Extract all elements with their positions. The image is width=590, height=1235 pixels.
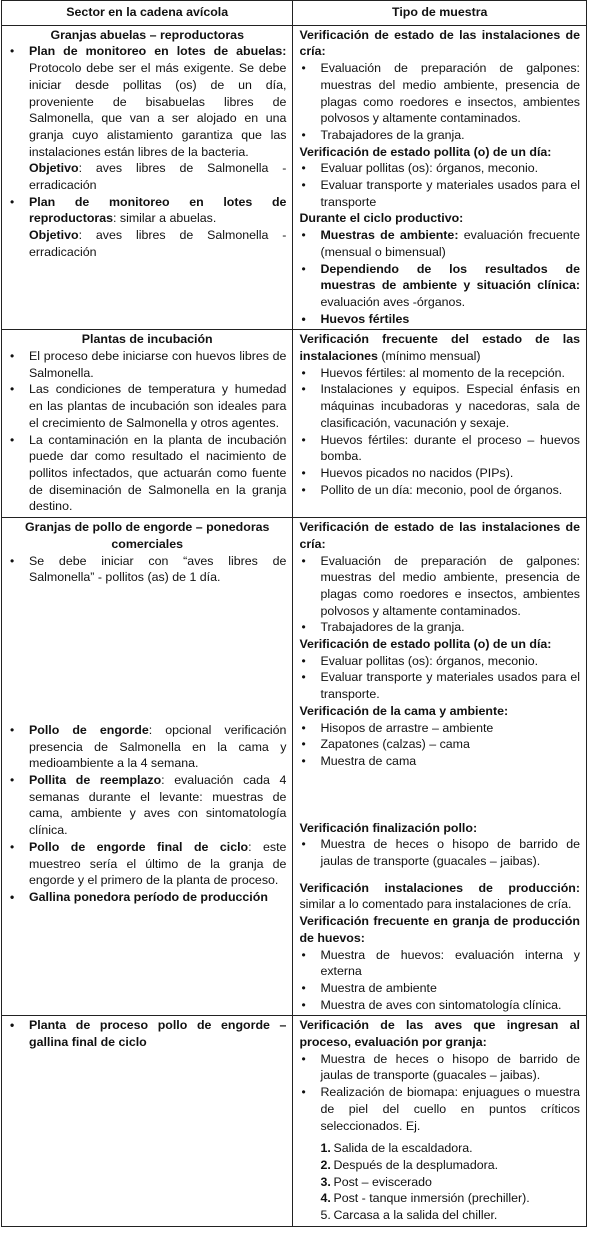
list-item: • Realización de biomapa: enjuagues o muestra de piel del cuello en puntos críticos seleccionados. Ej. [299,1084,580,1134]
section-heading: Verificación de las aves que ingresan al proceso, evaluación por granja: [299,1018,580,1050]
list-item: • Evaluación de preparación de galpones: muestras del medio ambiente, presencia de plagas como roedores e insectos, ambientes polvosos y altamente contaminados. [299,553,580,620]
column-header-sector: Sector en la cadena avícola [2,1,293,26]
sector-list [8,1017,286,1050]
section-heading: Verificación de estado de las instalaciones de cría: [299,27,580,59]
list-item: • Muestra de ambiente [299,980,580,997]
list-item: • La contaminación en la planta de incubación puede dar como resultado el nacimiento de pollitos infectados, que actuarán como fuente de diseminación de Salmonella en la granja destino. [8,432,286,516]
list-item: • Pollita de reemplazo: evaluación cada 4 semanas durante el levante: muestras de cama, ambiente y aves con sintomatología clínica. [8,772,286,839]
list-item: • Muestra de heces o hisopo de barrido de jaulas de transporte (guacales – jaibas). [299,836,580,869]
numbered-item: 1. Salida de la escaldadora. [320,1141,473,1156]
section-heading: Verificación de estado pollita (o) de un día: [299,637,552,652]
list-item: • Pollo de engorde: opcional verificación presencia de Salmonella en la cama y medioambiente a la 4 semana. [8,722,286,772]
section-heading: Durante el ciclo productivo: [299,211,464,226]
sample-type-cell [293,518,587,1016]
section-heading: Verificación instalaciones de producción: similar a lo comentado para instalaciones de cría. [299,880,580,912]
sample-list [299,836,580,869]
spacer [8,586,286,722]
sector-cell [2,330,293,518]
sample-list [299,1051,580,1135]
sample-type-cell [293,330,587,518]
numbered-item: 2. Después de la desplumadora. [320,1158,499,1172]
sector-cell [2,25,293,330]
sample-list [299,227,580,327]
list-item: • Evaluación de preparación de galpones: muestras del medio ambiente, presencia de plagas como roedores e insectos, ambientes polvosos y altamente contaminados. [299,60,580,127]
list-item: • Muestra de aves con sintomatología clínica. [299,997,580,1014]
section-heading: Verificación de la cama y ambiente: [299,703,509,718]
numbered-list [299,1140,580,1224]
list-item: • Huevos picados no nacidos (PIPs). [299,465,580,482]
sector-title: Granjas abuelas – reproductoras [50,27,244,42]
list-item: • Huevos fértiles [299,311,580,328]
list-item: • Las condiciones de temperatura y humedad en las plantas de incubación son ideales para el crecimiento de Salmonella y otros agentes. [8,381,286,431]
objective-text: Objetivo: aves libres de Salmonella - erradicación [29,228,287,259]
sample-list [299,60,580,144]
list-item: • Huevos fértiles: al momento de la recepción. [299,365,580,382]
list-item: • Se debe iniciar con “aves libres de Salmonella” - pollitos (as) de 1 día. [8,553,286,586]
list-item: • Evaluar pollitas (os): órganos, meconio. [299,653,580,670]
sample-list [299,553,580,637]
spacer [299,870,580,880]
table-row [2,25,587,330]
sample-list [299,653,580,703]
numbered-item: 4. Post - tanque inmersión (prechiller). [320,1191,530,1206]
section-heading: Verificación de estado de las instalaciones de cría: [299,520,580,551]
objective-text: Objetivo: aves libres de Salmonella - erradicación [29,161,287,193]
section-heading: Verificación frecuente del estado de las instalaciones (mínimo mensual) [299,332,580,364]
sector-list [8,43,286,160]
column-header-sample-type: Tipo de muestra [293,1,587,26]
sample-list [299,160,580,210]
sector-list [8,194,286,227]
list-item: • Gallina ponedora período de producción [8,889,286,906]
list-item: • Dependiendo de los resultados de muestras de ambiente y situación clínica: evaluación aves -órganos. [299,261,580,311]
sector-cell [2,1016,293,1226]
list-item: • Pollito de un día: meconio, pool de órganos. [299,482,580,499]
sector-cell [2,518,293,1016]
list-item: • El proceso debe iniciarse con huevos libres de Salmonella. [8,348,286,381]
list-item: • Trabajadores de la granja. [299,619,580,636]
sector-title: Plantas de incubación [81,332,213,347]
section-heading: Verificación de estado pollita (o) de un día: [299,144,552,159]
sample-list [299,947,580,1014]
sector-list [8,722,286,906]
sample-type-cell [293,1016,587,1226]
list-item: • Zapatones (calzas) – cama [299,736,580,753]
sample-type-cell [293,25,587,330]
sample-list [299,365,580,499]
sampling-table [1,0,587,1227]
list-item: • Trabajadores de la granja. [299,127,580,144]
sector-list [8,348,286,515]
sector-title: Granjas de pollo de engorde – ponedoras comerciales [25,520,270,551]
list-item: • Muestra de cama [299,753,580,770]
numbered-item: 5. Carcasa a la salida del chiller. [320,1208,498,1223]
sample-list [299,720,580,770]
list-item: • Instalaciones y equipos. Especial énfasis en máquinas incubadoras y nacedoras, sala de clasificación, vacunación y sexaje. [299,381,580,431]
section-heading: Verificación finalización pollo: [299,820,478,835]
list-item: • Planta de proceso pollo de engorde – gallina final de ciclo [8,1017,286,1050]
list-item: • Huevos fértiles: durante el proceso – huevos bomba. [299,432,580,465]
section-heading: Verificación frecuente en granja de producción de huevos: [299,914,580,945]
list-item: • Plan de monitoreo en lotes de reproductoras: similar a abuelas. [8,194,286,227]
table-row [2,518,587,1016]
list-item: • Muestra de heces o hisopo de barrido de jaulas de transporte (guacales – jaibas). [299,1051,580,1084]
table-row [2,330,587,518]
list-item: • Evaluar pollitas (os): órganos, meconio. [299,160,580,177]
list-item: • Plan de monitoreo en lotes de abuelas: Protocolo debe ser el más exigente. Se debe iniciar desde pollitas (os) de un día, proveniente de bisabuelas libres de Salmonella, que van a ser alojado en una granja cuyo alistamiento garantiza que las instalaciones están libres de la bacteria. [8,43,286,160]
table-row [2,1016,587,1226]
list-item: • Hisopos de arrastre – ambiente [299,720,580,737]
spacer [299,770,580,820]
list-item: • Muestra de huevos: evaluación interna y externa [299,947,580,980]
list-item: • Muestras de ambiente: evaluación frecuente (mensual o bimensual) [299,227,580,260]
sector-list [8,553,286,586]
list-item: • Pollo de engorde final de ciclo: este muestreo sería el último de la granja de engorde y el primero de la planta de proceso. [8,839,286,889]
list-item: • Evaluar transporte y materiales usados para el transporte [299,177,580,210]
numbered-item: 3. Post – eviscerado [320,1174,432,1189]
table-header-row [2,1,587,26]
list-item: • Evaluar transporte y materiales usados para el transporte. [299,669,580,702]
